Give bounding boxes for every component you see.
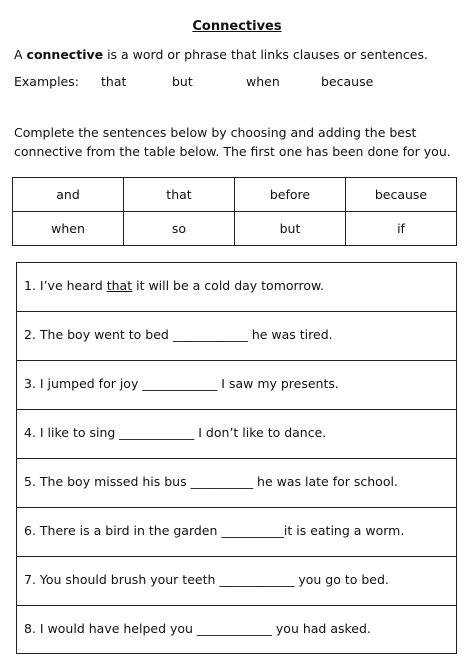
example-word: when bbox=[246, 74, 280, 89]
connectives-table bbox=[12, 177, 457, 246]
sentence-row: 6. There is a bird in the garden __________it is eating a worm. bbox=[17, 508, 456, 557]
sentence-row: 7. You should brush your teeth ____________ you go to bed. bbox=[17, 557, 456, 606]
example-word: because bbox=[321, 74, 374, 89]
intro-prefix: A bbox=[14, 47, 27, 62]
filled-answer: that bbox=[106, 278, 133, 293]
sentence-row bbox=[17, 263, 456, 312]
examples-label: Examples: bbox=[14, 74, 79, 89]
intro-suffix: is a word or phrase that links clauses or sentences. bbox=[103, 47, 428, 62]
sentences-box bbox=[16, 262, 457, 654]
table-cell: if bbox=[346, 212, 457, 246]
sentence-row: 3. I jumped for joy ____________ I saw my presents. bbox=[17, 361, 456, 410]
example-word: but bbox=[172, 74, 193, 89]
sentence-row: 2. The boy went to bed ____________ he was tired. bbox=[17, 312, 456, 361]
table-cell: that bbox=[124, 178, 235, 212]
table-cell: but bbox=[235, 212, 346, 246]
instructions-text: Complete the sentences below by choosing and adding the best connective from the table below. The first one has been done for you. bbox=[14, 125, 451, 159]
table-cell: when bbox=[13, 212, 124, 246]
worksheet-title: Connectives bbox=[192, 19, 282, 34]
table-cell: and bbox=[13, 178, 124, 212]
table-cell: so bbox=[124, 212, 235, 246]
sentence-row: 4. I like to sing ____________ I don’t like to dance. bbox=[17, 410, 456, 459]
examples-line bbox=[14, 74, 454, 90]
sentence-row: 5. The boy missed his bus __________ he was late for school. bbox=[17, 459, 456, 508]
table-row bbox=[13, 178, 457, 212]
table-row bbox=[13, 212, 457, 246]
example-word: that bbox=[101, 74, 127, 89]
sentence-row: 8. I would have helped you ____________ you had asked. bbox=[24, 621, 371, 636]
sentence-text: 1. I’ve heard bbox=[24, 278, 107, 293]
intro-bold-word: connective bbox=[26, 47, 104, 62]
intro-text bbox=[14, 47, 428, 62]
sentence-text: it will be a cold day tomorrow. bbox=[132, 278, 325, 293]
table-cell: before bbox=[235, 178, 346, 212]
table-cell: because bbox=[346, 178, 457, 212]
